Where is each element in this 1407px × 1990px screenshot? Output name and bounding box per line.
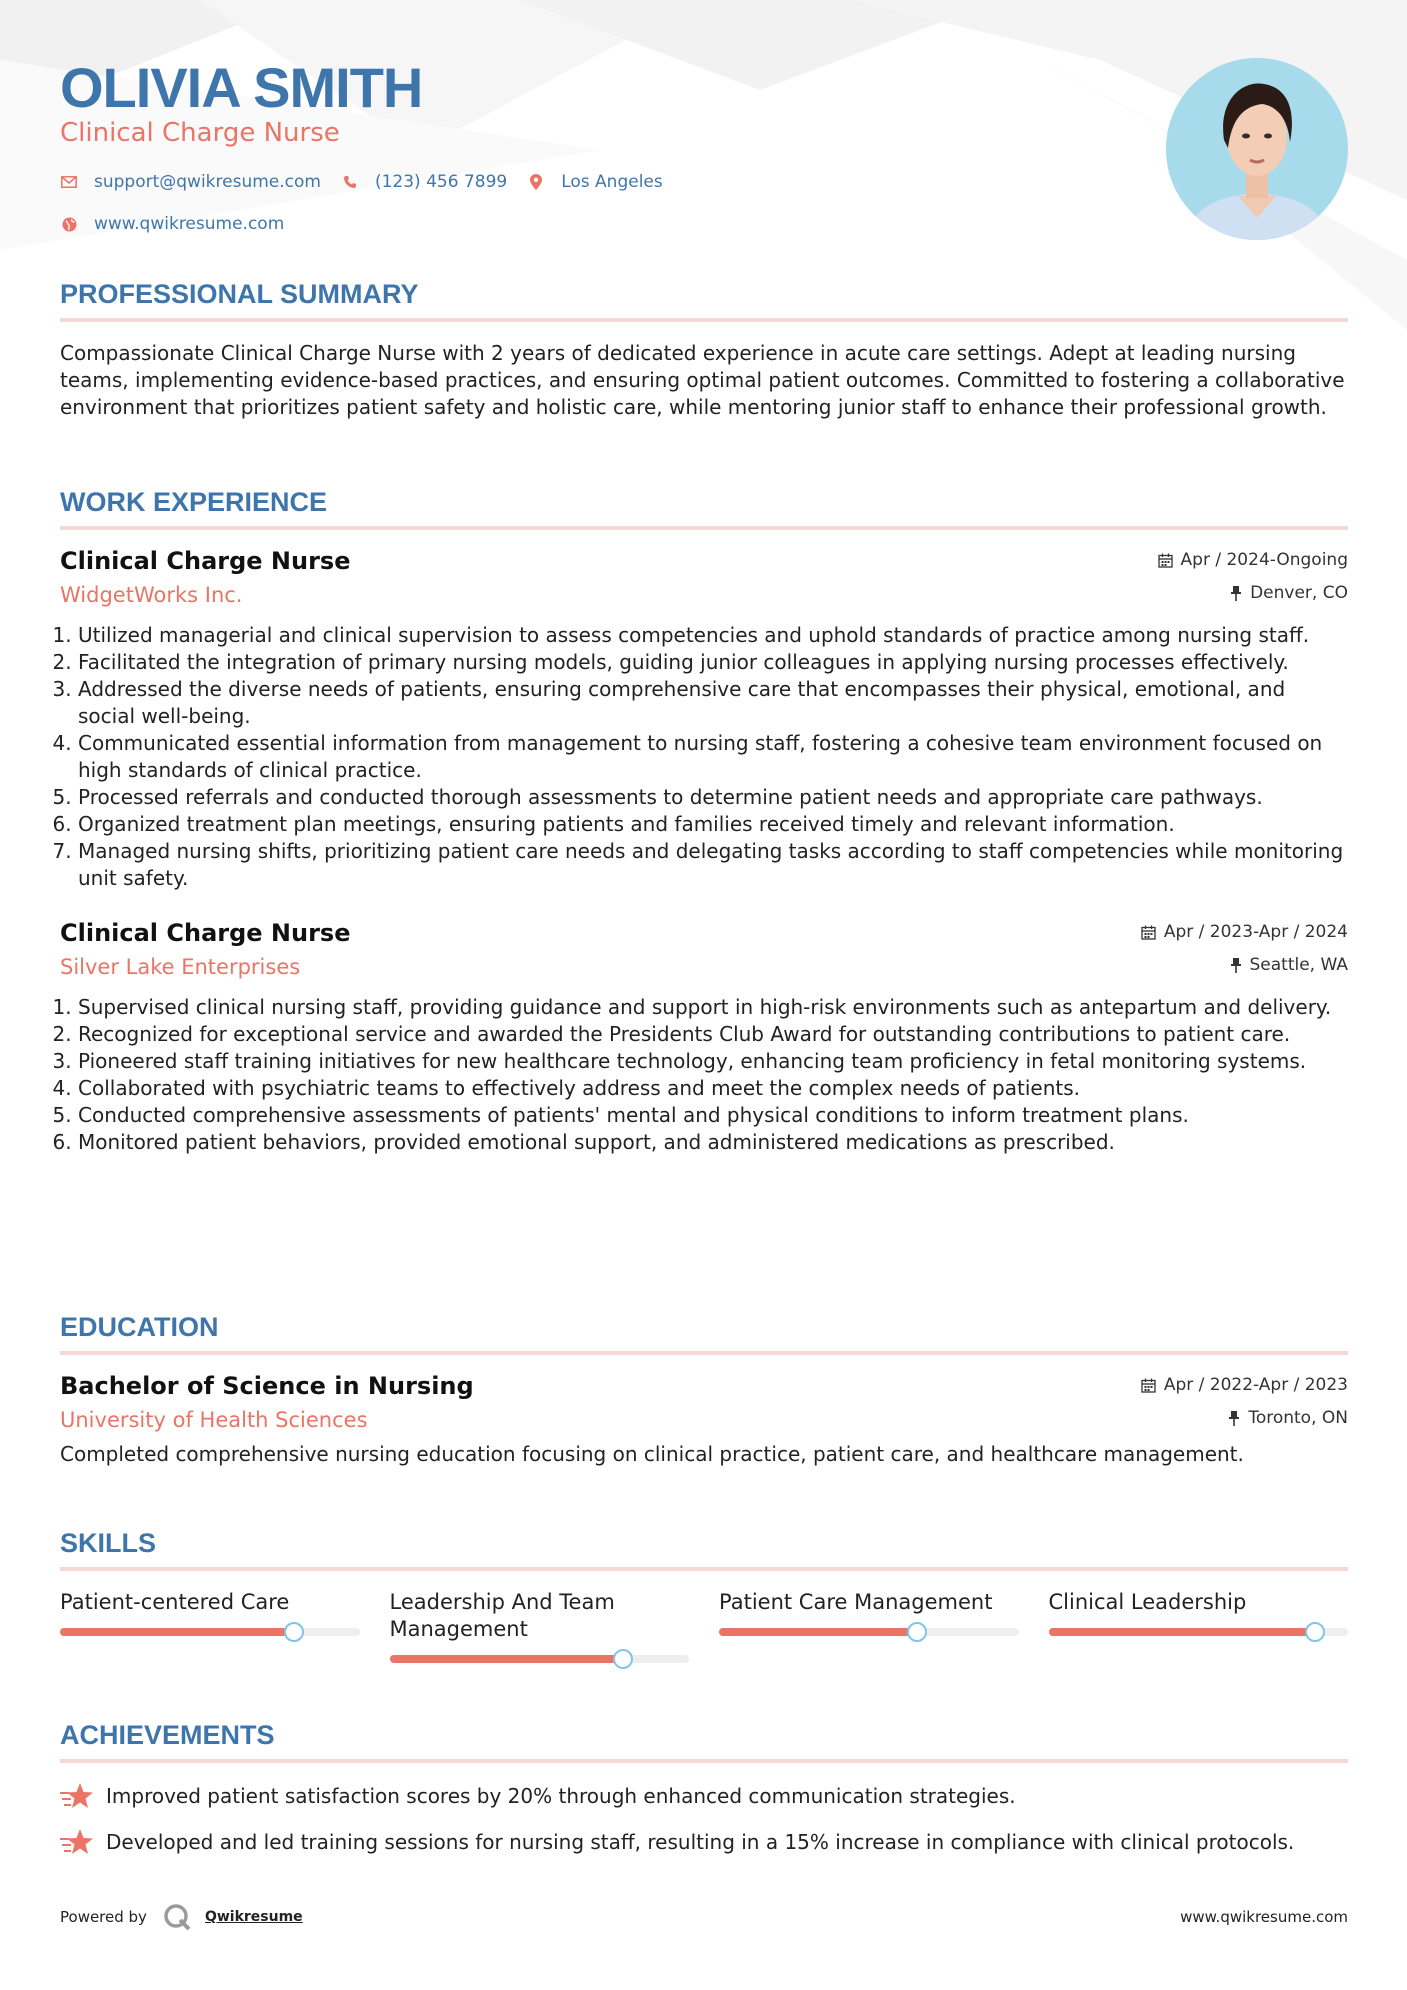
skill-name: Clinical Leadership: [1048, 1590, 1247, 1614]
job-company: Silver Lake Enterprises: [60, 955, 301, 979]
contact-location: [527, 172, 663, 192]
star-icon: [60, 1827, 94, 1857]
pin-icon: [1228, 1411, 1240, 1426]
powered-by-label: Powered by: [60, 1908, 147, 1926]
star-icon: [60, 1781, 94, 1811]
summary-heading: PROFESSIONAL SUMMARY: [60, 279, 1348, 322]
footer: [60, 1903, 1348, 1933]
job-bullet: 5. Processed referrals and conducted thorough assessments to determine patient needs and appropriate care pathways.: [78, 784, 1348, 811]
job-date-text: Apr / 2024-Ongoing: [1180, 550, 1348, 570]
experience-section: [60, 487, 1348, 1156]
skill-knob: [1305, 1622, 1325, 1642]
pin-icon: [1230, 586, 1242, 601]
contact-email[interactable]: [60, 172, 321, 192]
job-location-text: Seattle, WA: [1249, 955, 1348, 975]
skills-list: [60, 1589, 1348, 1663]
achievement-item: [60, 1781, 1348, 1811]
phone-text: (123) 456 7899: [374, 172, 508, 192]
skill-fill: [390, 1655, 624, 1663]
qwikresume-logo-icon: [163, 1903, 191, 1931]
job-bullet: 7. Managed nursing shifts, prioritizing patient care needs and delegating tasks according to staff competencies while monitoring unit safety.: [78, 838, 1348, 892]
email-text: support@qwikresume.com: [94, 172, 321, 192]
globe-icon: [60, 215, 78, 233]
achievements-heading: ACHIEVEMENTS: [60, 1720, 1348, 1763]
degree-title: Bachelor of Science in Nursing: [60, 1372, 474, 1400]
envelope-icon: [60, 173, 78, 191]
job-bullet: 1. Supervised clinical nursing staff, providing guidance and support in high-risk environments such as antepartum and delivery.: [78, 994, 1348, 1021]
skill-bar: [1049, 1628, 1349, 1636]
skill-name: Leadership And Team Management: [389, 1590, 615, 1641]
job-company: WidgetWorks Inc.: [60, 583, 243, 607]
footer-url[interactable]: www.qwikresume.com: [1180, 1908, 1348, 1926]
job-location: [1230, 583, 1348, 603]
education-entry: [60, 1371, 1348, 1468]
map-marker-icon: [527, 173, 545, 191]
job-bullet: 6. Monitored patient behaviors, provided emotional support, and administered medications as prescribed.: [78, 1129, 1348, 1156]
job-title: Clinical Charge Nurse: [60, 919, 351, 947]
summary-text: Compassionate Clinical Charge Nurse with 2 years of dedicated experience in acute care settings. Adept at leading nursing teams, implementing evidence-based practices, and ensuring optimal patient outcomes. Committed to fostering a collaborative environment that prioritizes patient safety and holistic care, while mentoring junior staff to enhance their professional growth.: [60, 341, 1345, 419]
skill-knob: [613, 1649, 633, 1669]
skill-item: [1049, 1589, 1349, 1663]
job-bullets: [60, 622, 1348, 892]
skill-bar: [390, 1655, 690, 1663]
job-date: [1141, 922, 1348, 942]
skill-name: Patient-centered Care: [60, 1590, 290, 1614]
job-date: [1158, 550, 1348, 570]
skill-bar: [60, 1628, 360, 1636]
skills-heading: SKILLS: [60, 1528, 1348, 1571]
website-text: www.qwikresume.com: [94, 214, 285, 234]
job-date-text: Apr / 2023-Apr / 2024: [1163, 922, 1348, 942]
phone-icon: [341, 173, 359, 191]
job-location: [1230, 955, 1349, 975]
education-location-text: Toronto, ON: [1248, 1408, 1348, 1428]
job-bullet: 6. Organized treatment plan meetings, ensuring patients and families received timely and relevant information.: [78, 811, 1348, 838]
job-entry: [60, 918, 1348, 1156]
experience-heading: WORK EXPERIENCE: [60, 487, 1348, 530]
job-bullet: 1. Utilized managerial and clinical supervision to assess competencies and uphold standards of practice among nursing staff.: [78, 622, 1348, 649]
candidate-title: Clinical Charge Nurse: [60, 118, 340, 148]
skill-item: [390, 1589, 690, 1663]
job-bullet: 2. Facilitated the integration of primary nursing models, guiding junior colleagues in applying nursing processes effectively.: [78, 649, 1348, 676]
contact-phone[interactable]: [341, 172, 507, 192]
skill-item: [60, 1589, 360, 1663]
contact-row-website: [60, 214, 304, 234]
achievement-text: Improved patient satisfaction scores by 20% through enhanced communication strategies.: [106, 1783, 1016, 1808]
job-bullets: [60, 994, 1348, 1156]
summary-section: [60, 279, 1348, 421]
skill-fill: [60, 1628, 294, 1636]
calendar-icon: [1141, 925, 1156, 940]
calendar-icon: [1141, 1378, 1156, 1393]
skill-fill: [1049, 1628, 1316, 1636]
job-title: Clinical Charge Nurse: [60, 547, 351, 575]
job-bullet: 4. Communicated essential information from management to nursing staff, fostering a cohesive team environment focused on high standards of clinical practice.: [78, 730, 1348, 784]
skill-bar: [719, 1628, 1019, 1636]
job-bullet: 4. Collaborated with psychiatric teams to effectively address and meet the complex needs of patients.: [78, 1075, 1348, 1102]
qwikresume-link[interactable]: Qwikresume: [204, 1909, 303, 1925]
skill-item: [719, 1589, 1019, 1663]
skill-knob: [284, 1622, 304, 1642]
skill-name: Patient Care Management: [719, 1590, 993, 1614]
pin-icon: [1230, 958, 1242, 973]
job-bullet: 3. Addressed the diverse needs of patients, ensuring comprehensive care that encompasses their physical, emotional, and social well-being.: [78, 676, 1348, 730]
education-heading: EDUCATION: [60, 1312, 1348, 1355]
powered-by: [60, 1903, 303, 1931]
achievements-section: [60, 1720, 1348, 1857]
school-name: University of Health Sciences: [60, 1408, 368, 1432]
contact-row: [60, 172, 683, 192]
education-location: [1228, 1408, 1348, 1428]
job-bullet: 3. Pioneered staff training initiatives for new healthcare technology, enhancing team proficiency in fetal monitoring systems.: [78, 1048, 1348, 1075]
profile-photo: [1166, 58, 1348, 240]
location-text: Los Angeles: [561, 172, 663, 192]
contact-website[interactable]: [60, 214, 284, 234]
achievement-item: [60, 1827, 1348, 1857]
education-description: Completed comprehensive nursing education focusing on clinical practice, patient care, and healthcare management.: [60, 1442, 1244, 1466]
job-bullet: 5. Conducted comprehensive assessments of patients' mental and physical conditions to inform treatment plans.: [78, 1102, 1348, 1129]
job-bullet: 2. Recognized for exceptional service and awarded the Presidents Club Award for outstanding contributions to patient care.: [78, 1021, 1348, 1048]
skill-knob: [907, 1622, 927, 1642]
education-section: [60, 1312, 1348, 1468]
job-entry: [60, 546, 1348, 892]
skills-section: [60, 1528, 1348, 1663]
achievement-text: Developed and led training sessions for nursing staff, resulting in a 15% increase in compliance with clinical protocols.: [106, 1829, 1295, 1854]
education-date-text: Apr / 2022-Apr / 2023: [1163, 1375, 1348, 1395]
skill-fill: [719, 1628, 917, 1636]
candidate-name: OLIVIA SMITH: [60, 56, 423, 119]
calendar-icon: [1158, 553, 1173, 568]
education-date: [1141, 1375, 1348, 1395]
job-location-text: Denver, CO: [1250, 583, 1348, 603]
